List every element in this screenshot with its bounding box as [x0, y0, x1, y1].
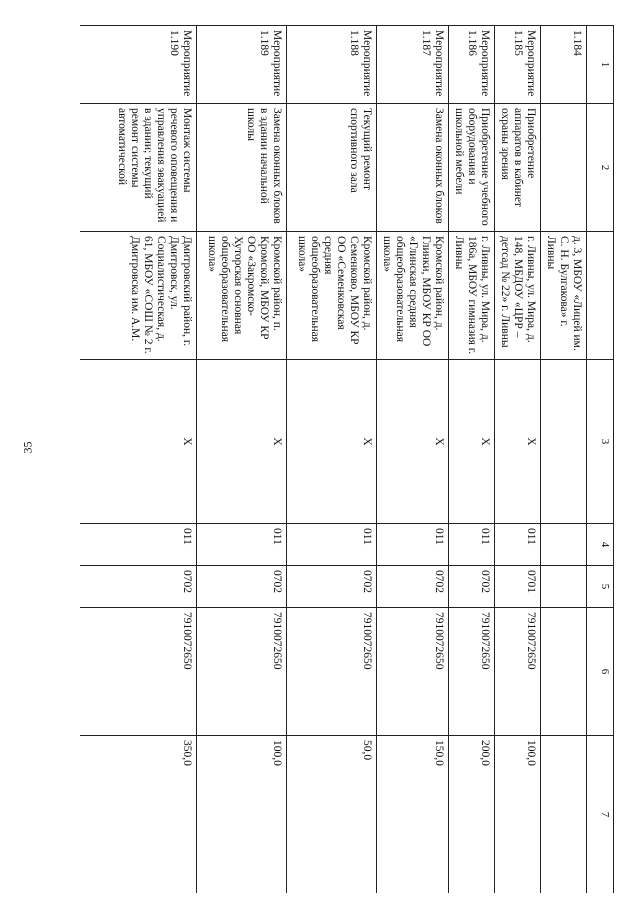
cell-col3: Х: [80, 360, 197, 524]
cell-col5: 0702: [377, 566, 449, 608]
cell-col6: 7910072650: [495, 608, 541, 736]
rotated-table-container: [80, 25, 614, 893]
cell-description: Замена оконных блоков: [377, 104, 449, 232]
cell-address: Кромской район, д. Глинки, МБОУ КР ОО «Глинская средняя общеобразовательная школа»: [377, 232, 449, 360]
table-row: [80, 26, 197, 894]
table-row: [287, 26, 377, 894]
cell-col5: 0701: [495, 566, 541, 608]
cell-col5: [541, 566, 587, 608]
table-row: [541, 26, 587, 894]
cell-address: Кромской район, п. Кромской, МБОУ КР ОО «Закромско-Хуторская основная общеобразовательная школа»: [197, 232, 287, 360]
cell-id: Мероприятие 1.185: [495, 26, 541, 104]
cell-col4: 011: [377, 524, 449, 566]
cell-col7: 50,0: [287, 736, 377, 894]
cell-id: Мероприятие 1.188: [287, 26, 377, 104]
cell-col7: 150,0: [377, 736, 449, 894]
cell-col7: 100,0: [197, 736, 287, 894]
cell-id: Мероприятие 1.189: [197, 26, 287, 104]
header-cell: 1: [587, 26, 614, 104]
cell-col4: 011: [495, 524, 541, 566]
cell-col7: 350,0: [80, 736, 197, 894]
header-cell: 2: [587, 104, 614, 232]
cell-col4: [541, 524, 587, 566]
cell-col3: Х: [197, 360, 287, 524]
cell-col6: 7910072650: [197, 608, 287, 736]
budget-table: [80, 25, 614, 893]
cell-col3: Х: [495, 360, 541, 524]
cell-address: г. Ливны, ул. Мира, д. 186а, МБОУ гимназия г. Ливны: [449, 232, 495, 360]
header-row: [587, 26, 614, 894]
cell-col5: 0702: [449, 566, 495, 608]
cell-description: [541, 104, 587, 232]
cell-description: Монтаж системы речевого оповещения и управления эвакуацией в здании; текущий ремонт системы автоматической: [80, 104, 197, 232]
cell-description: Приобретение аппаратов в кабинет охраны зрения: [495, 104, 541, 232]
cell-col7: [541, 736, 587, 894]
table-row: [377, 26, 449, 894]
cell-col7: 200,0: [449, 736, 495, 894]
cell-id: 1.184: [541, 26, 587, 104]
cell-col6: 7910072650: [80, 608, 197, 736]
header-cell: 7: [587, 736, 614, 894]
table-row: [197, 26, 287, 894]
cell-col3: Х: [449, 360, 495, 524]
cell-col7: 100,0: [495, 736, 541, 894]
cell-col5: 0702: [197, 566, 287, 608]
cell-address: Дмитровский район, г. Дмитровск, ул. Социалистическая, д. 61, МБОУ «СОШ № 2 г. Дмитровска им. А.М.: [80, 232, 197, 360]
cell-col4: 011: [449, 524, 495, 566]
cell-col3: Х: [377, 360, 449, 524]
table-row: [495, 26, 541, 894]
cell-col6: [541, 608, 587, 736]
cell-description: Приобретение учебного оборудования и школьной мебели: [449, 104, 495, 232]
table-row: [449, 26, 495, 894]
cell-col5: 0702: [287, 566, 377, 608]
cell-address: Кромской район, д. Семенково, МБОУ КР ОО «Семенковская средняя общеобразовательная школа»: [287, 232, 377, 360]
cell-col3: [541, 360, 587, 524]
cell-col4: 011: [197, 524, 287, 566]
cell-col6: 7910072650: [449, 608, 495, 736]
cell-address: г. Ливны, ул. Мира, д. 148, МБДОУ «ЦРР – детсад № 22» г. Ливны: [495, 232, 541, 360]
header-cell: 6: [587, 608, 614, 736]
cell-col4: 011: [80, 524, 197, 566]
header-cell: 4: [587, 524, 614, 566]
header-cell: 3: [587, 360, 614, 524]
header-cell: 5: [587, 566, 614, 608]
cell-address: д. 3, МБОУ «Лицей им. С. Н. Булгакова» г. Ливны: [541, 232, 587, 360]
cell-col4: 011: [287, 524, 377, 566]
header-cell: [587, 232, 614, 360]
cell-description: Текущий ремонт спортивного зала: [287, 104, 377, 232]
cell-col3: Х: [287, 360, 377, 524]
cell-id: Мероприятие 1.187: [377, 26, 449, 104]
cell-id: Мероприятие 1.190: [80, 26, 197, 104]
cell-description: Замена оконных блоков в здании начальной школы: [197, 104, 287, 232]
rotated-page: [80, 25, 614, 893]
page-number: 35: [20, 441, 35, 454]
cell-col6: 7910072650: [287, 608, 377, 736]
cell-col6: 7910072650: [377, 608, 449, 736]
cell-col5: 0702: [80, 566, 197, 608]
cell-id: Мероприятие 1.186: [449, 26, 495, 104]
